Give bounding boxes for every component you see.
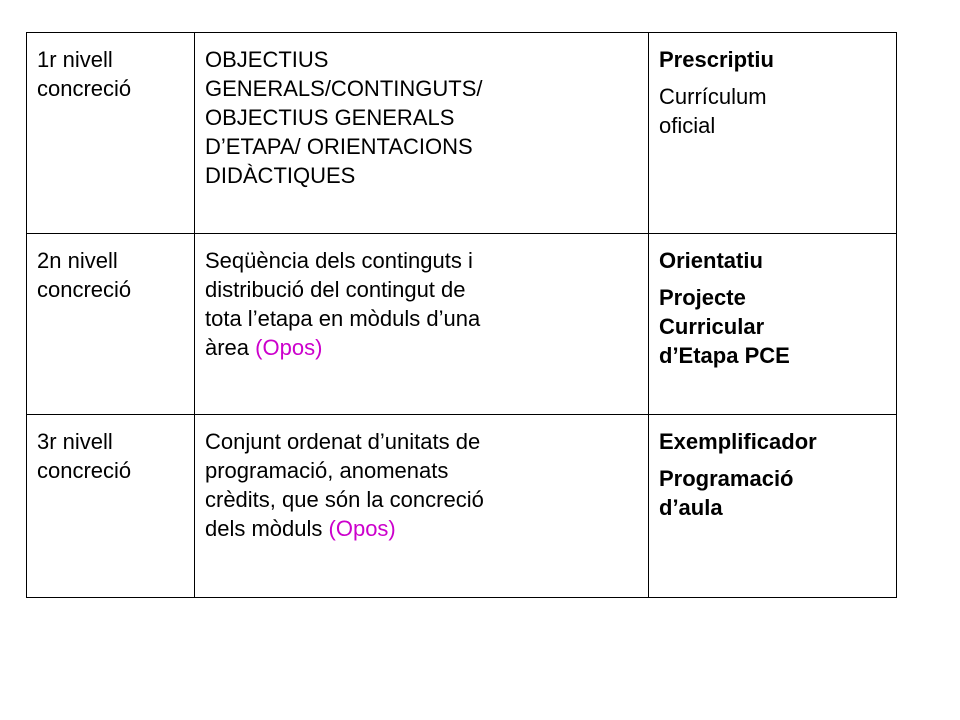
document-line: oficial (659, 113, 716, 138)
curriculum-type: Orientatiu (659, 248, 763, 273)
opos-tag: (Opos) (255, 335, 323, 360)
opos-tag: (Opos) (328, 516, 396, 541)
content-line: programació, anomenats (205, 458, 449, 483)
level-label-line: concreció (37, 458, 132, 483)
table-row-level-1 (27, 33, 897, 234)
content-cell (195, 415, 649, 598)
content-line: distribució del contingut de (205, 277, 466, 302)
level-cell (27, 415, 195, 598)
document-line: Currículum (659, 84, 767, 109)
level-label-line: concreció (37, 277, 132, 302)
content-line: OBJECTIUS GENERALS (205, 105, 455, 130)
content-line (205, 514, 640, 543)
level-label-line: 2n nivell (37, 248, 118, 273)
content-line: OBJECTIUS (205, 47, 329, 72)
content-line: DIDÀCTIQUES (205, 163, 356, 188)
content-line: GENERALS/CONTINGUTS/ (205, 76, 483, 101)
content-line: crèdits, que són la concreció (205, 487, 484, 512)
content-line: Conjunt ordenat d’unitats de (205, 429, 481, 454)
curriculum-document (659, 82, 888, 140)
curriculum-document (659, 464, 888, 522)
content-text: dels mòduls (205, 516, 329, 541)
document-line: Programació (659, 466, 794, 491)
curriculum-document (659, 283, 888, 370)
table-row-level-2 (27, 234, 897, 415)
content-text: àrea (205, 335, 256, 360)
type-cell (649, 415, 897, 598)
concretion-levels-table (26, 32, 897, 598)
document-line: Projecte (659, 285, 746, 310)
content-cell (195, 234, 649, 415)
content-line: tota l’etapa en mòduls d’una (205, 306, 481, 331)
level-cell (27, 33, 195, 234)
document-line: d’Etapa PCE (659, 343, 790, 368)
content-cell (195, 33, 649, 234)
document-line: Curricular (659, 314, 765, 339)
level-cell (27, 234, 195, 415)
level-label-line: 1r nivell (37, 47, 113, 72)
type-cell (649, 33, 897, 234)
level-label-line: concreció (37, 76, 132, 101)
level-label-line: 3r nivell (37, 429, 113, 454)
curriculum-type: Exemplificador (659, 429, 817, 454)
content-line: D’ETAPA/ ORIENTACIONS (205, 134, 473, 159)
content-line: Seqüència dels continguts i (205, 248, 473, 273)
table-row-level-3 (27, 415, 897, 598)
curriculum-type: Prescriptiu (659, 47, 774, 72)
type-cell (649, 234, 897, 415)
content-line (205, 333, 640, 362)
document-line: d’aula (659, 495, 723, 520)
